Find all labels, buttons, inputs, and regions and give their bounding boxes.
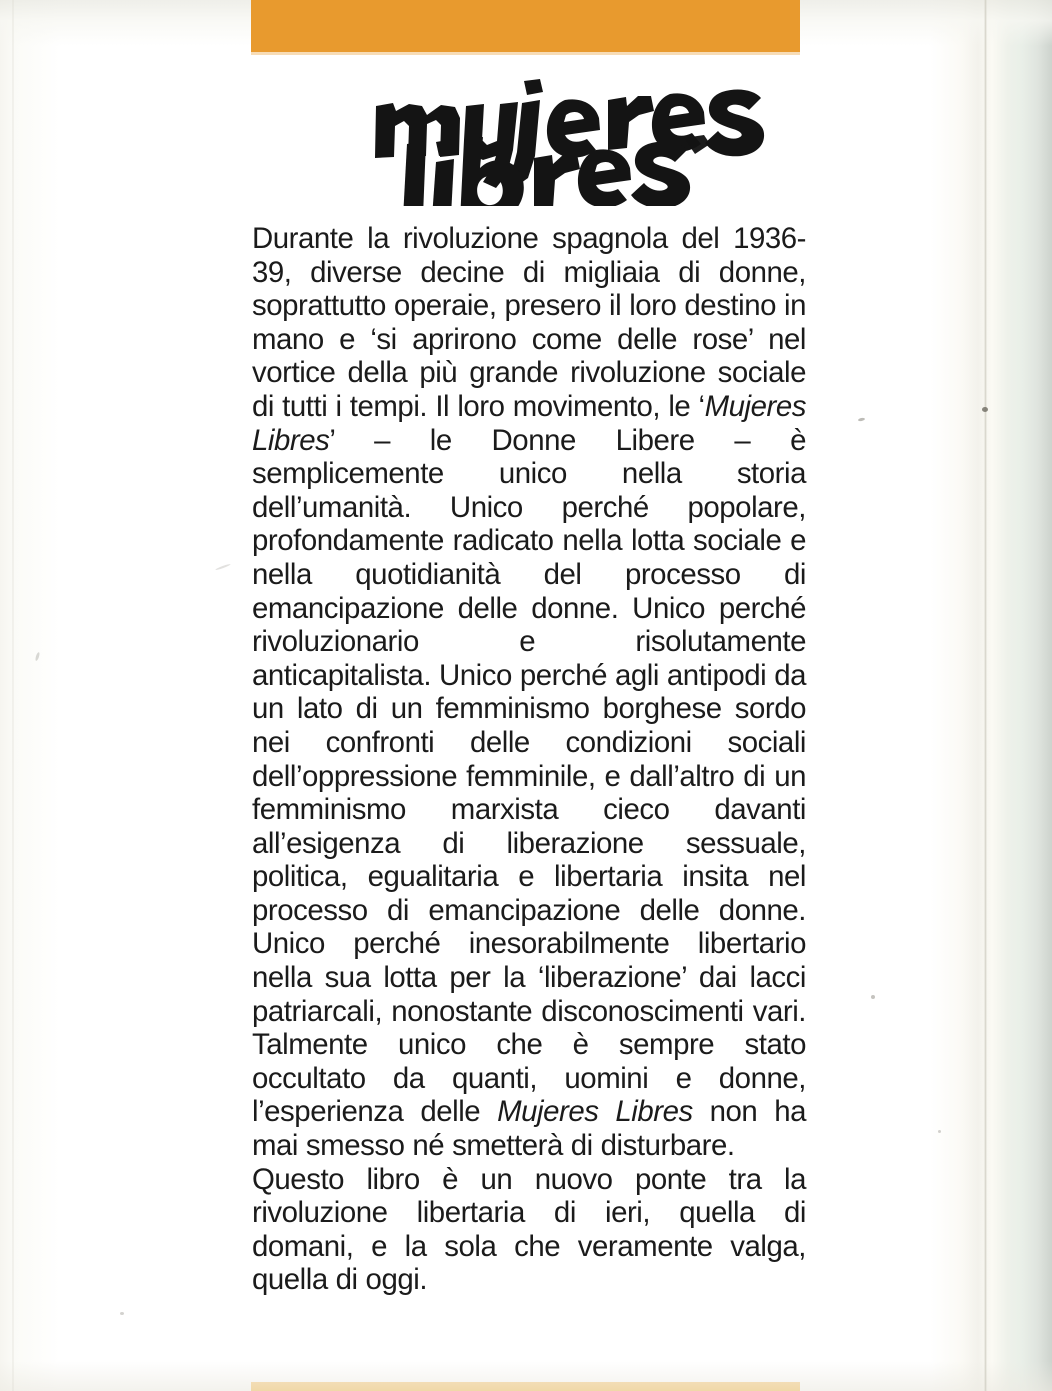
- blurb-run: non ha mai smesso né smetterà di disturbare.: [252, 1095, 807, 1163]
- blurb-run: Questo libro è un nuovo ponte tra la rivoluzione libertaria di ieri, quella di domani, e la sola che veramente valga, quella di oggi.: [252, 1162, 806, 1297]
- blurb-paragraph-2: [252, 1163, 806, 1297]
- blurb-run: Durante la rivoluzione spagnola del 1936-39, diverse decine di migliaia di donne, soprattutto operaie, presero il loro destino in mano e ‘si aprirono come delle rose’ nel vortice della più grande rivoluzione sociale di tutti i tempi. Il loro movimento, le ‘: [252, 222, 806, 423]
- scan-speck: [871, 995, 875, 999]
- scan-crease-right: [984, 0, 987, 1391]
- scan-speck: [938, 1130, 941, 1133]
- scan-speck: [982, 407, 988, 412]
- back-cover-blurb: [252, 222, 806, 1297]
- orange-banner-top: [251, 0, 800, 52]
- scan-crease-left: [12, 0, 14, 1391]
- scan-speck: [120, 1312, 124, 1315]
- blurb-paragraph-1: [252, 222, 806, 1163]
- blurb-run-italic: Mujeres Libres: [252, 389, 806, 457]
- mujeres-libres-logo: [252, 78, 804, 206]
- orange-banner-bottom: [251, 1382, 800, 1391]
- blurb-run-italic: Mujeres Libres: [497, 1095, 693, 1129]
- blurb-run: ’ – le Donne Libere – è semplicemente unico nella storia dell’umanità. Unico perché popolare, profondamente radicato nella lotta sociale e nella quotidianità del processo di emancipazione delle donne. Unico perché rivoluzionario e risolutamente anticapitalista. Unico perché agli antipodi da un lato di un femminismo borghese sordo nei confronti delle condizioni sociali dell’oppressione femminile, e dall’altro di un femminismo marxista cieco davanti all’esigenza di liberazione sessuale, politica, egualitaria e libertaria insita nel processo di emancipazione delle donne. Unico perché inesorabilmente libertario nella sua lotta per la ‘liberazione’ dai lacci patriarcali, nonostante disconoscimenti vari. Talmente unico che è sempre stato occultato da quanti, uomini e donne, l’esperienza delle: [252, 423, 806, 1129]
